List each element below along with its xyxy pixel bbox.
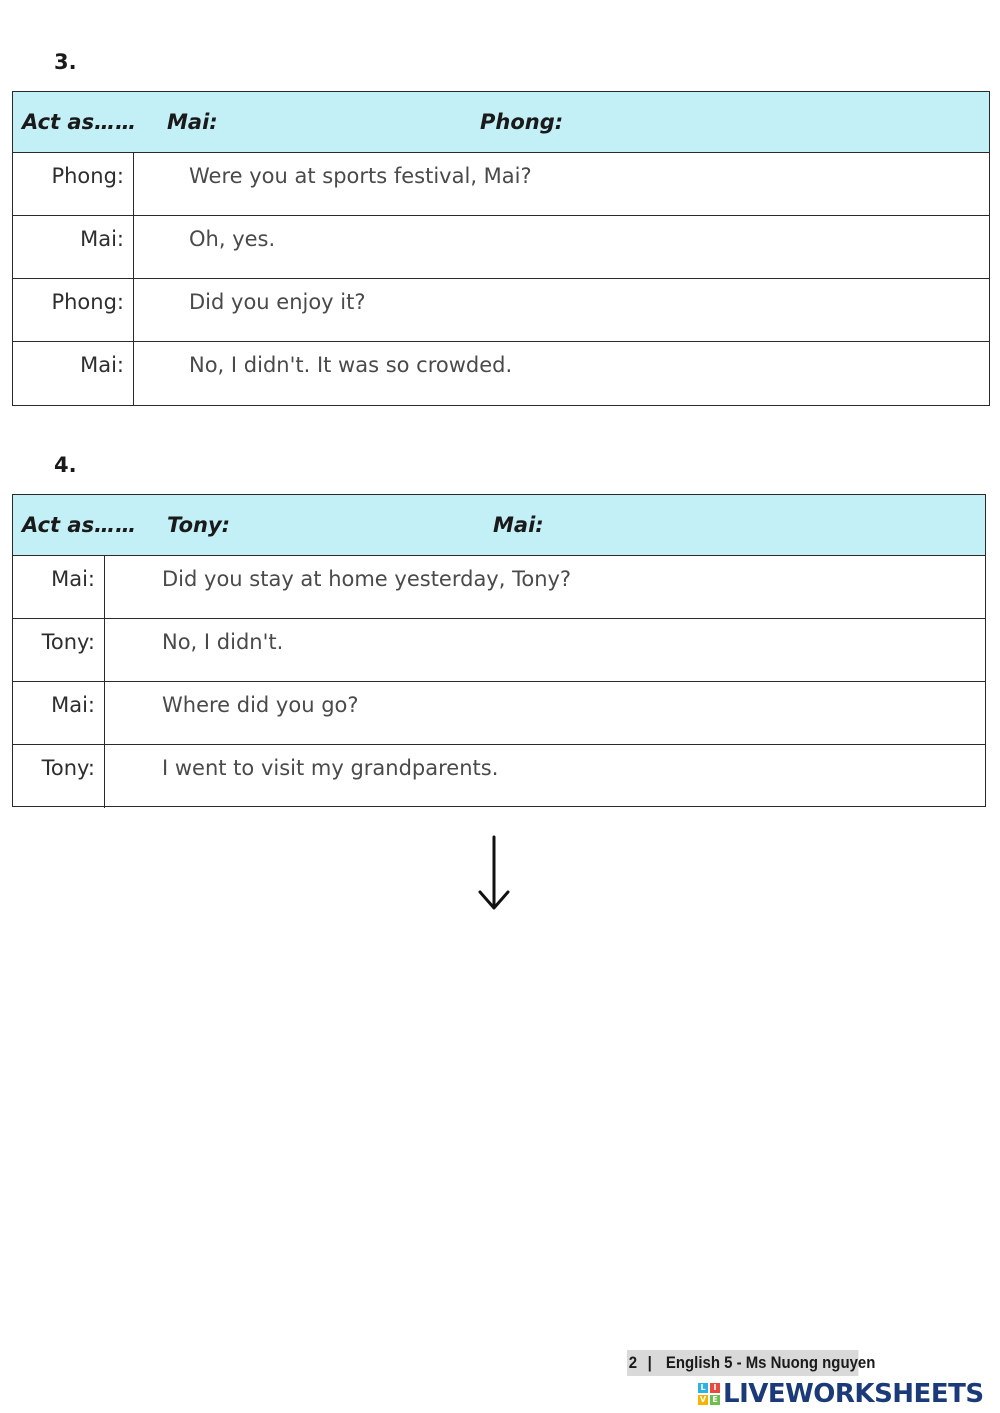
- dialog-line: Were you at sports festival, Mai?: [189, 164, 532, 188]
- speaker-label: Mai:: [13, 342, 134, 405]
- dialog-row: [13, 745, 985, 808]
- speaker-label: Phong:: [13, 279, 134, 341]
- liveworksheets-wordmark: LIVEWORKSHEETS: [723, 1379, 984, 1409]
- dialog-line: Oh, yes.: [189, 227, 276, 251]
- dialog-line: No, I didn't.: [162, 630, 284, 654]
- arrow-down-icon: [474, 834, 514, 914]
- speaker-label: Mai:: [13, 216, 134, 278]
- dialog-row: [13, 682, 985, 745]
- speaker-label: Mai:: [13, 556, 105, 618]
- dialog-line: Where did you go?: [162, 693, 359, 717]
- act-as-label: Act as……: [22, 513, 137, 537]
- dialog-line: No, I didn't. It was so crowded.: [189, 353, 513, 377]
- speaker-label: Mai:: [13, 682, 105, 744]
- dialog-header-4: [13, 495, 985, 556]
- liveworksheets-logo: [698, 1378, 984, 1410]
- role-a-option[interactable]: Tony:: [167, 513, 231, 537]
- role-a-option[interactable]: Mai:: [167, 110, 218, 134]
- page-footer: [627, 1350, 876, 1376]
- role-b-option[interactable]: Phong:: [480, 110, 564, 134]
- course-title: English 5 - Ms Nuong nguyen: [665, 1353, 876, 1372]
- act-as-label: Act as……: [22, 110, 137, 134]
- role-b-option[interactable]: Mai:: [493, 513, 544, 537]
- dialog-row: [13, 216, 989, 279]
- page-number: 2: [628, 1353, 638, 1372]
- dialog-row: [13, 619, 985, 682]
- dialog-header-3: [13, 92, 989, 153]
- speaker-label: Tony:: [13, 619, 105, 681]
- dialog-line: I went to visit my grandparents.: [162, 756, 499, 780]
- exercise-4-number: 4.: [54, 453, 77, 477]
- dialog-line: Did you enjoy it?: [189, 290, 366, 314]
- dialog-table-3: [12, 91, 990, 406]
- dialog-row: [13, 556, 985, 619]
- liveworksheets-mark-icon: L I V E: [698, 1383, 720, 1405]
- speaker-label: Phong:: [13, 153, 134, 215]
- speaker-label: Tony:: [13, 745, 105, 808]
- footer-separator: |: [647, 1353, 652, 1372]
- dialog-row: [13, 342, 989, 405]
- dialog-row: [13, 153, 989, 216]
- exercise-3-number: 3.: [54, 50, 77, 74]
- dialog-row: [13, 279, 989, 342]
- dialog-line: Did you stay at home yesterday, Tony?: [162, 567, 572, 591]
- dialog-table-4: [12, 494, 986, 807]
